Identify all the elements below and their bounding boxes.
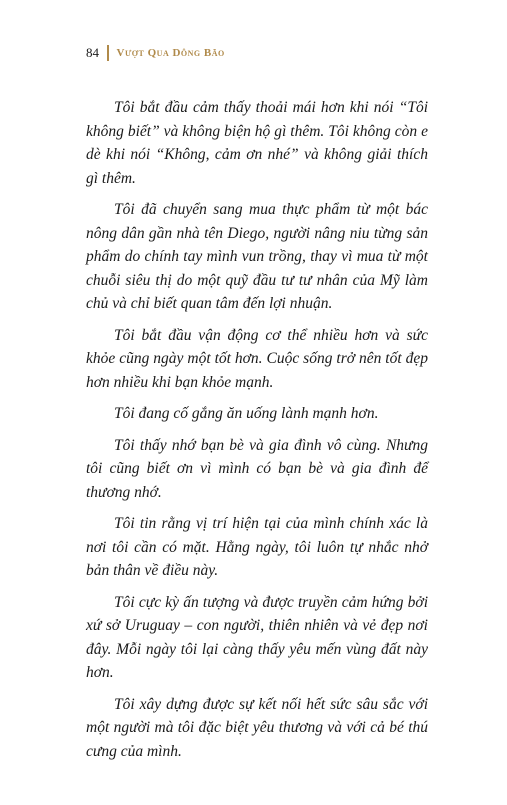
paragraph-2: Tôi đã chuyển sang mua thực phẩm từ một bác nông dân gần nhà tên Diego, người nâng niu từng sản phẩm do chính tay mình vun trồng, thay vì mua từ một chuỗi siêu thị do một quỹ đầu tư tư nhân của Mỹ làm chủ và chỉ biết quan tâm đến lợi nhuận.	[86, 201, 428, 312]
body-text	[86, 96, 428, 771]
paragraph-5: Tôi thấy nhớ bạn bè và gia đình vô cùng. Nhưng tôi cũng biết ơn vì mình có bạn bè và gia đình để thương nhớ.	[86, 436, 428, 501]
paragraph-7: Tôi cực kỳ ấn tượng và được truyền cảm hứng bởi xứ sở Uruguay – con người, thiên nhiên và vẻ đẹp nơi đây. Mỗi ngày tôi lại càng thấy yêu mến vùng đất này hơn.	[86, 593, 428, 681]
paragraph-4: Tôi đang cố gắng ăn uống lành mạnh hơn.	[114, 405, 379, 422]
paragraph-6: Tôi tin rằng vị trí hiện tại của mình chính xác là nơi tôi cần có mặt. Hằng ngày, tôi luôn tự nhắc nhở bản thân về điều này.	[86, 515, 428, 579]
running-title: Vượt Qua Dông Bão	[116, 47, 225, 59]
header-divider	[107, 45, 109, 61]
paragraph-3: Tôi bắt đầu vận động cơ thể nhiều hơn và sức khỏe cũng ngày một tốt hơn. Cuộc sống trở nên tốt đẹp hơn nhiều khi bạn khỏe mạnh.	[86, 326, 428, 391]
paragraph-8: Tôi xây dựng được sự kết nối hết sức sâu sắc với một người mà tôi đặc biệt yêu thương và với cả bé thú cưng của mình.	[86, 695, 428, 760]
running-header	[86, 43, 225, 63]
page-number: 84	[86, 45, 99, 60]
paragraph-1: Tôi bắt đầu cảm thấy thoải mái hơn khi nói “Tôi không biết” và không biện hộ gì thêm. Tôi không còn e dè khi nói “Không, cảm ơn nhé” và không giải thích gì thêm.	[86, 99, 428, 187]
